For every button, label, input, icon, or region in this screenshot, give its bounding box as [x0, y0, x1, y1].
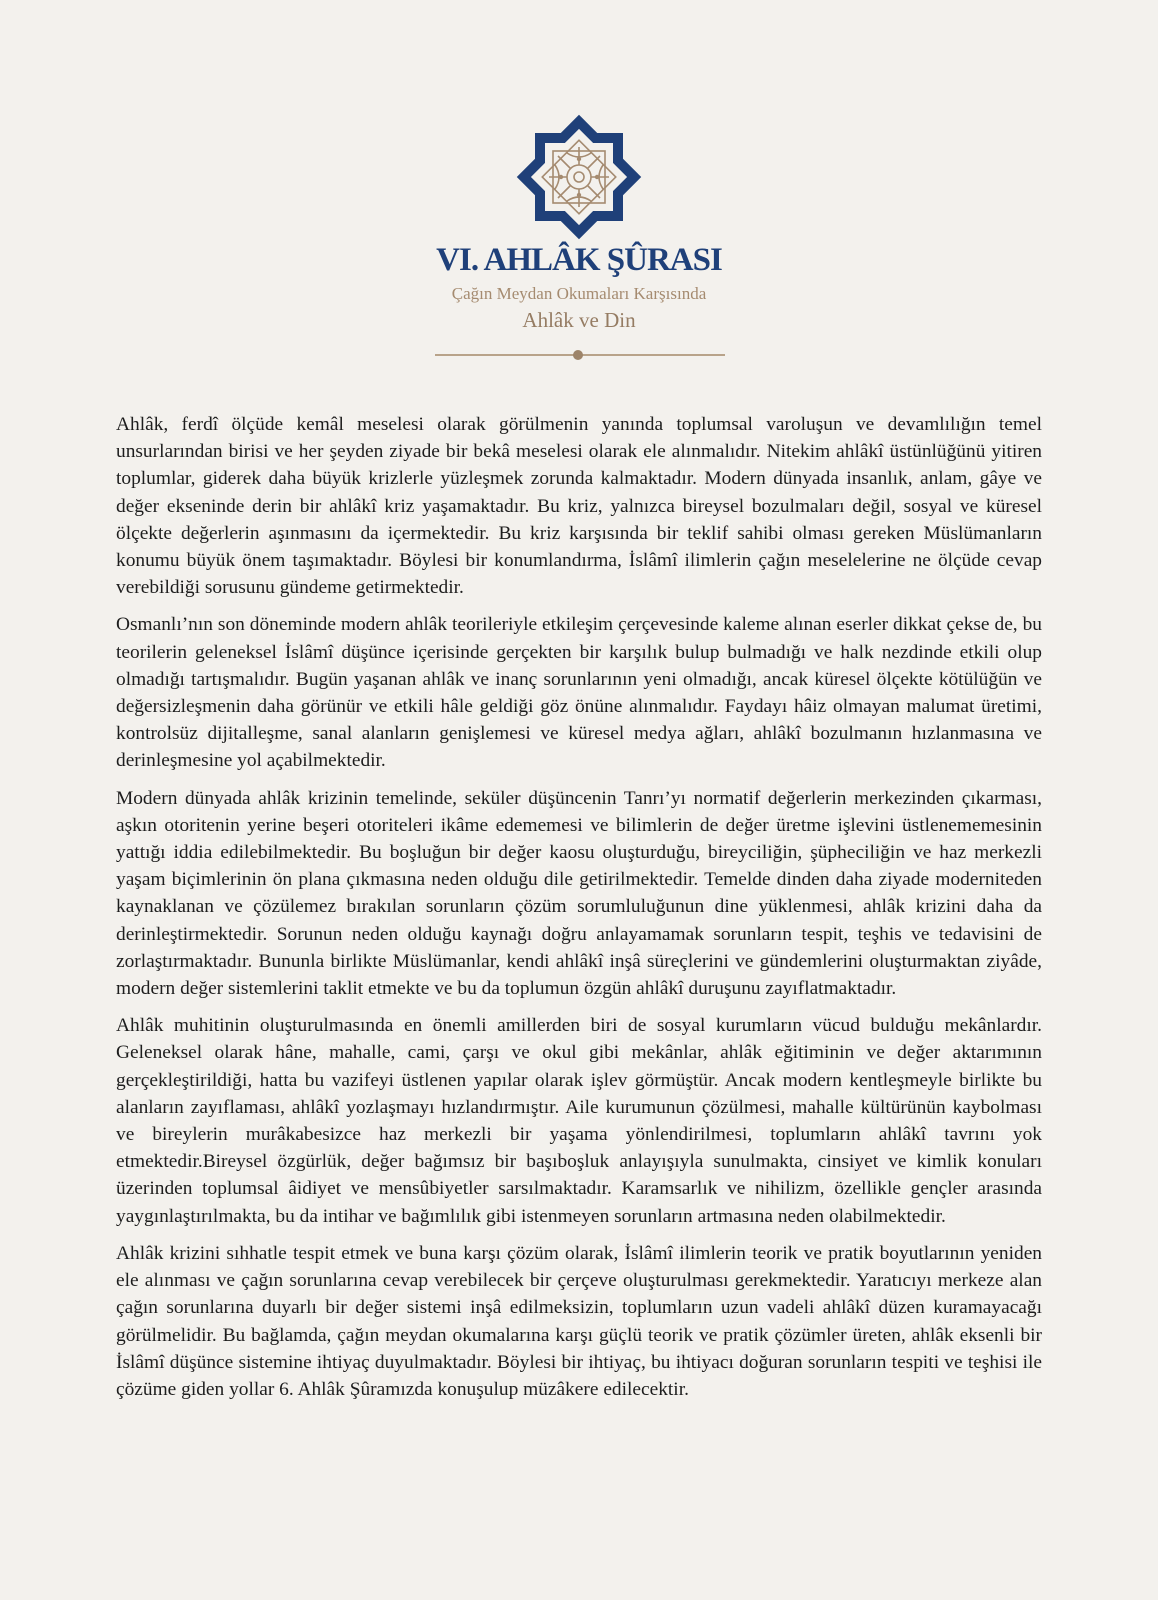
- octagram-emblem-icon: [512, 110, 646, 244]
- paragraph: Modern dünyada ahlâk krizinin temelinde, seküler düşüncenin Tanrı’yı normatif değerlerin merkezinden çıkarması, aşkın otoritenin yerine beşeri otoriteleri ikâme edememesi ve bilimlerin de değer üretme işlevini üstlenememesinin yattığı iddia edilebilmektedir. Bu boşluğun bir değer kaosu oluşturduğu, bireyciliğin, şüpheciliğin ve haz merkezli yaşam biçimlerinin ön plana çıkmasına neden olduğu dile getirilmektedir. Temelde dinden daha ziyade moderniteden kaynaklanan ve çözülemez bırakılan sorunların çözüm sorumluluğunun dine yüklenmesi, ahlâk krizini daha da derinleştirmektedir. Sorunun neden olduğu kaynağı doğru anlayamamak sorunların tespit, teşhis ve tedavisini de zorlaştırmaktadır. Bununla birlikte Müslümanlar, kendi ahlâkî inşâ süreçlerini ve gündemlerini oluşturmaktan ziyâde, modern değer sistemlerini taklit etmekte ve bu da toplumun özgün ahlâkî duruşunu zayıflatmaktadır.: [116, 787, 1042, 1000]
- document-theme: Ahlâk ve Din: [522, 308, 636, 332]
- paragraph: Ahlâk krizini sıhhatle tespit etmek ve buna karşı çözüm olarak, İslâmî ilimlerin teorik ve pratik boyutlarının yeniden ele alınması ve çağın sorunlarına cevap verebilecek bir çerçeve oluşturulması gerekmektedir. Yaratıcıyı merkeze alan çağın sorunlarına duyarlı bir değer sistemi inşâ edilmeksizin, toplumların uzun vadeli ahlâkî düzen kuramayacağı görülmelidir. Bu bağlamda, çağın meydan okumalarına karşı güçlü teorik ve pratik çözümler üreten, ahlâk eksenli bir İslâmî düşünce sistemine ihtiyaç duyulmaktadır. Böylesi bir ihtiyaç, bu ihtiyacı doğuran sorunların tespiti ve teşhisi ile çözüme giden yollar 6. Ahlâk Şûramızda konuşulup müzâkere edilecektir.: [116, 1242, 1042, 1400]
- document-subtitle: Çağın Meydan Okumaları Karşısında: [451, 284, 707, 303]
- paragraph: Ahlâk muhitinin oluşturulmasında en önemli amillerden biri de sosyal kurumların vücud bulduğu mekânlardır. Geleneksel olarak hâne, mahalle, cami, çarşı ve okul gibi mekânlar, ahlâk eğitiminin ve değer aktarımının gerçekleştirildiği, hatta bu vazifeyi üstlenen yapılar olarak işlev görmüştür. Ancak modern kentleşmeyle birlikte bu alanların zayıflaması, ahlâkî yozlaşmayı hızlandırmıştır. Aile kurumunun çözülmesi, mahalle kültürünün kaybolması ve bireylerin murâkabesizce haz merkezli bir yaşama yönlendirilmesi, toplumların ahlâkî tavrını yok etmektedir.Bireysel özgürlük, değer bağımsız bir başıboşluk anlayışıyla sunulmakta, cinsiyet ve kimlik konuları üzerinden toplumsal âidiyet ve mensûbiyetler sarsılmaktadır. Karamsarlık ve nihilizm, özellikle gençler arasında yaygınlaştırılmakta, bu da intihar ve bağımlılık gibi istenmeyen sorunların artmasına neden olabilmektedir.: [116, 1015, 1042, 1227]
- document-body: [116, 411, 1042, 1413]
- divider-dot-icon: [573, 350, 583, 360]
- document-title: VI. AHLÂK ŞÛRASI: [436, 242, 722, 278]
- paragraph: Osmanlı’nın son döneminde modern ahlâk teorileriyle etkileşim çerçevesinde kaleme alınan eserler dikkat çekse de, bu teorilerin geleneksel İslâmî düşünce içerisinde gerçekten bir karşılık bulup bulmadığı ve halk nezdinde etkili olup olmadığı tartışmalıdır. Bugün yaşanan ahlâk ve inanç sorunlarının yeni olmadığı, ancak küresel ölçekte kötülüğün ve değersizleşmenin daha görünür ve etkili hâle geldiği göz önüne alınmalıdır. Faydayı hâiz olmayan malumat üretimi, kontrolsüz dijitalleşme, sanal alanların genişlemesi ve küresel medya ağları, ahlâkî bozulmanın hızlanmasına ve derinleşmesine yol açabilmektedir.: [116, 614, 1042, 772]
- document-header: [0, 0, 1158, 380]
- paragraph: Ahlâk, ferdî ölçüde kemâl meselesi olarak görülmenin yanında toplumsal varoluşun ve devamlılığın temel unsurlarından birisi ve her şeyden ziyade bir bekâ meselesi olarak ele alınmalıdır. Nitekim ahlâkî üstünlüğünü yitiren toplumlar, giderek daha büyük krizlerle yüzleşmek zorunda kalmaktadır. Modern dünyada insanlık, anlam, gâye ve değer ekseninde derin bir ahlâkî kriz yaşamaktadır. Bu kriz, yalnızca bireysel bozulmaları değil, sosyal ve küresel ölçekte değerlerin aşınmasını da içermektedir. Bu kriz karşısında bir teklif sahibi olması gereken Müslümanların konumu büyük önem taşımaktadır. Böylesi bir konumlandırma, İslâmî ilimlerin çağın meselelerine ne ölçüde cevap verebildiği sorusunu gündeme getirmektedir.: [116, 414, 1042, 599]
